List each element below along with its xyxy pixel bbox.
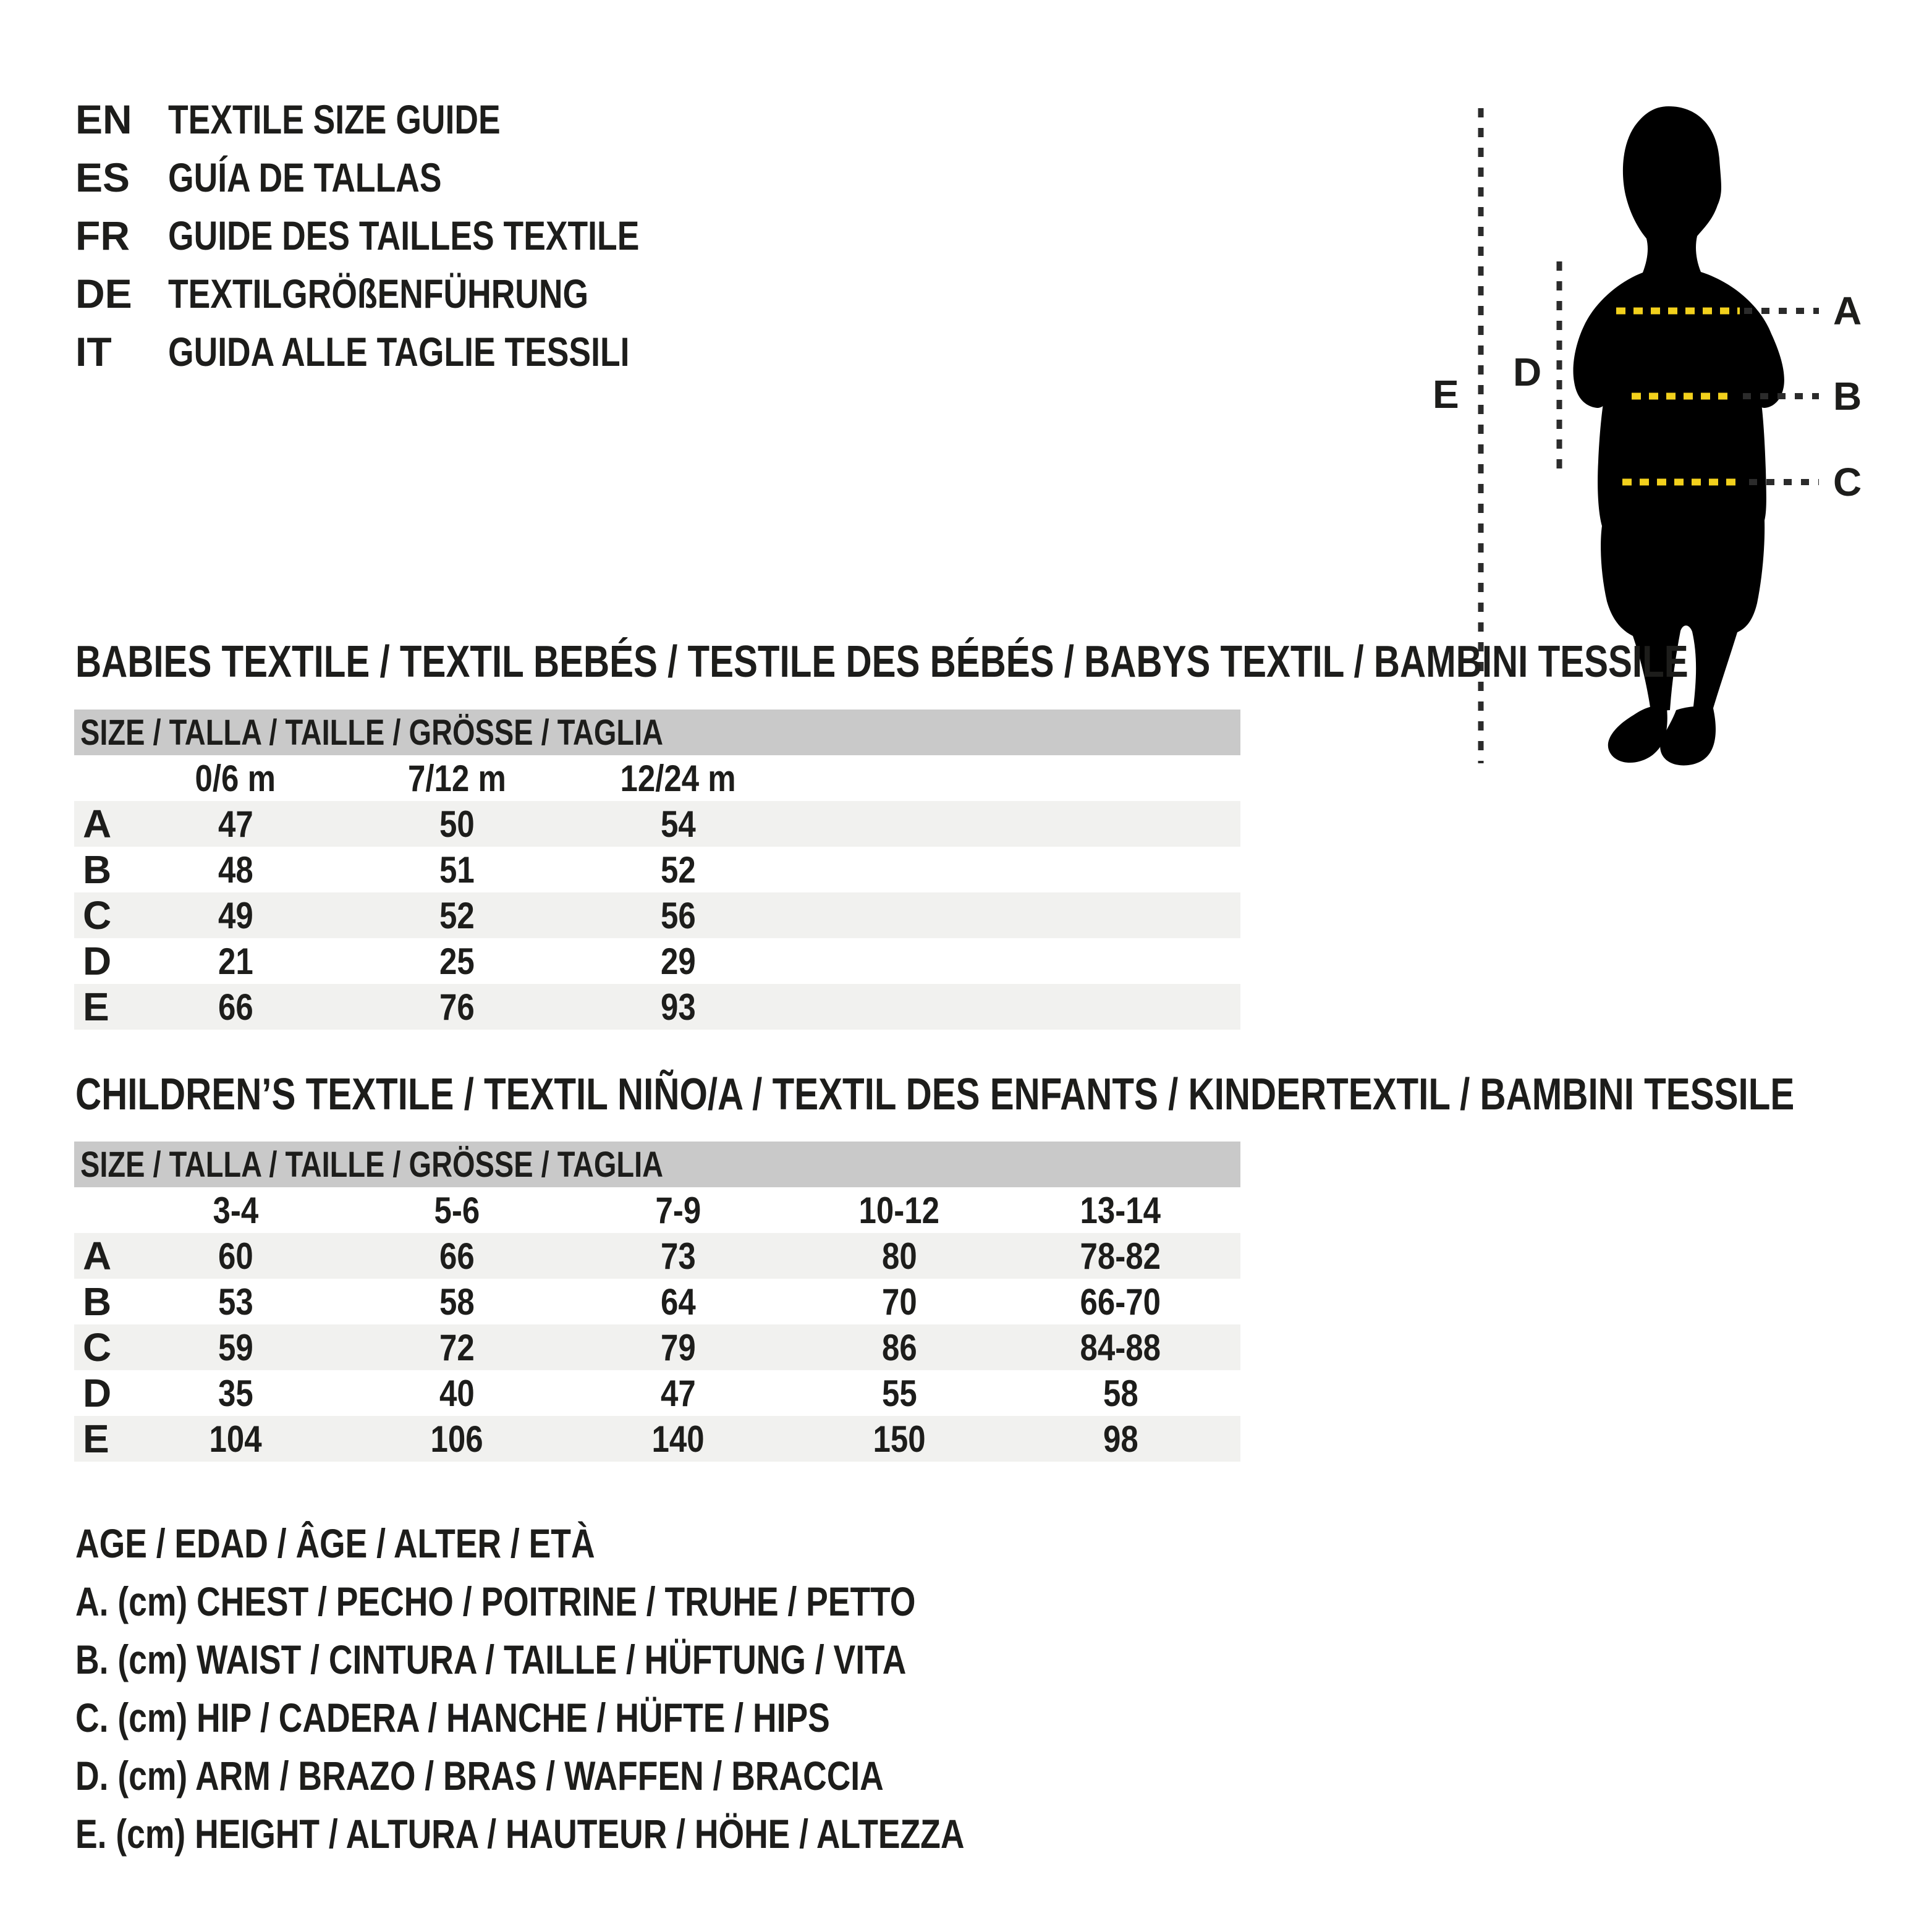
children-col-header-text: 10-12 <box>858 1189 940 1231</box>
babies-col-header-text: 7/12 m <box>407 757 506 799</box>
row-label-text: A <box>83 1234 112 1278</box>
cell-value: 48 <box>218 849 253 891</box>
legend-line-height <box>75 1810 1173 1868</box>
table-cell <box>1010 1418 1231 1460</box>
language-title: GUIDA ALLE TAGLIE TESSILI <box>168 329 630 375</box>
children-col-header <box>789 1189 1010 1232</box>
figure-label-c: C <box>1833 460 1862 504</box>
legend-line-waist <box>75 1636 1173 1694</box>
table-cell <box>567 803 789 845</box>
cell-value: 59 <box>218 1326 253 1368</box>
language-title: GUÍA DE TALLAS <box>168 155 442 200</box>
babies-col-header-text: 0/6 m <box>195 757 276 799</box>
row-label-text: E <box>83 1417 109 1461</box>
table-row <box>74 1233 1240 1279</box>
row-label-text: C <box>83 1325 112 1370</box>
cell-value: 47 <box>218 803 253 845</box>
children-col-header <box>125 1189 346 1232</box>
cell-value: 93 <box>660 986 696 1028</box>
babies-size-header-bar <box>74 710 1240 755</box>
table-cell <box>125 986 346 1028</box>
row-label-text: C <box>83 893 112 938</box>
cell-value: 55 <box>881 1372 917 1414</box>
cell-value: 52 <box>439 894 475 936</box>
cell-value: 140 <box>651 1418 705 1460</box>
language-code: DE <box>75 271 132 316</box>
children-size-table <box>74 1142 1240 1462</box>
cell-value: 51 <box>439 849 475 891</box>
table-cell <box>125 1372 346 1415</box>
table-cell <box>125 1326 346 1369</box>
child-silhouette <box>1573 106 1784 711</box>
row-label <box>74 1416 125 1462</box>
language-row-es <box>75 148 750 206</box>
cell-value: 58 <box>439 1281 475 1323</box>
legend-text: E. (cm) HEIGHT / ALTURA / HAUTEUR / HÖHE / ALTEZZA <box>75 1811 965 1857</box>
cell-value: 29 <box>660 940 696 982</box>
children-size-header-bar <box>74 1142 1240 1187</box>
children-section-title <box>75 1072 1932 1117</box>
table-cell <box>567 849 789 891</box>
right-shoe <box>1660 706 1716 766</box>
cell-value: 49 <box>218 894 253 936</box>
table-cell <box>125 1418 346 1460</box>
language-code: IT <box>75 329 112 375</box>
legend-line-age <box>75 1520 1173 1578</box>
table-cell <box>125 1235 346 1277</box>
left-shoe <box>1608 706 1667 763</box>
table-cell <box>125 1281 346 1323</box>
table-cell <box>567 1326 789 1369</box>
legend-text: C. (cm) HIP / CADERA / HANCHE / HÜFTE / HIPS <box>75 1695 830 1740</box>
table-cell <box>346 894 567 937</box>
cell-value: 72 <box>439 1326 475 1368</box>
table-row <box>74 892 1240 938</box>
language-code: EN <box>75 96 132 142</box>
cell-value: 150 <box>873 1418 926 1460</box>
row-label-text: D <box>83 1371 112 1415</box>
babies-section-title-text: BABIES TEXTILE / TEXTIL BEBÉS / TESTILE DES BÉBÉS / BABYS TEXTIL / BAMBINI TESSILE <box>75 637 1688 687</box>
cell-value: 40 <box>439 1372 475 1414</box>
table-row <box>74 984 1240 1030</box>
cell-value: 84-88 <box>1080 1326 1161 1368</box>
table-row <box>74 847 1240 892</box>
table-cell <box>567 940 789 983</box>
table-cell <box>789 1281 1010 1323</box>
table-cell <box>789 1418 1010 1460</box>
child-silhouette-diagram <box>1421 87 1891 803</box>
row-label <box>74 1279 125 1324</box>
table-cell <box>567 986 789 1028</box>
cell-value: 35 <box>218 1372 253 1414</box>
language-row-de <box>75 265 750 323</box>
table-cell <box>789 1372 1010 1415</box>
children-col-header-text: 13-14 <box>1080 1189 1161 1231</box>
cell-value: 76 <box>439 986 475 1028</box>
cell-value: 50 <box>439 803 475 845</box>
cell-value: 79 <box>660 1326 696 1368</box>
table-row <box>74 801 1240 847</box>
children-column-header-row <box>74 1187 1240 1233</box>
table-cell <box>346 986 567 1028</box>
language-title-list <box>75 90 750 381</box>
table-row <box>74 1279 1240 1324</box>
cell-value: 52 <box>660 849 696 891</box>
measurement-legend <box>75 1520 1173 1868</box>
cell-value: 70 <box>881 1281 917 1323</box>
cell-value: 66 <box>439 1235 475 1277</box>
cell-value: 54 <box>660 803 696 845</box>
language-row-it <box>75 323 750 381</box>
children-section-title-text: CHILDREN’S TEXTILE / TEXTIL NIÑO/A / TEXTIL DES ENFANTS / KINDERTEXTIL / BAMBINI TESSILE <box>75 1070 1795 1119</box>
table-cell <box>125 803 346 845</box>
table-row <box>74 1324 1240 1370</box>
legend-line-hip <box>75 1694 1173 1752</box>
table-cell <box>567 1418 789 1460</box>
babies-col-header <box>346 757 567 800</box>
cell-value: 78-82 <box>1080 1235 1161 1277</box>
legend-text: AGE / EDAD / ÂGE / ALTER / ETÀ <box>75 1520 595 1566</box>
table-cell <box>346 803 567 845</box>
cell-value: 86 <box>881 1326 917 1368</box>
table-row <box>74 938 1240 984</box>
cell-value: 56 <box>660 894 696 936</box>
language-code: ES <box>75 155 130 200</box>
children-col-header-text: 5-6 <box>434 1189 480 1231</box>
cell-value: 66-70 <box>1080 1281 1161 1323</box>
language-title: TEXTILE SIZE GUIDE <box>168 96 501 142</box>
figure-label-b: B <box>1833 374 1862 418</box>
table-cell <box>567 1235 789 1277</box>
table-row <box>74 1370 1240 1416</box>
table-cell <box>567 1372 789 1415</box>
cell-value: 47 <box>660 1372 696 1414</box>
cell-value: 106 <box>430 1418 483 1460</box>
table-cell <box>1010 1281 1231 1323</box>
babies-section-title <box>75 639 1932 685</box>
row-label <box>74 984 125 1030</box>
row-label <box>74 1370 125 1416</box>
row-label <box>74 847 125 892</box>
table-cell <box>346 1235 567 1277</box>
babies-col-header-text: 12/24 m <box>620 757 736 799</box>
language-title: GUIDE DES TAILLES TEXTILE <box>168 213 640 258</box>
legend-text: D. (cm) ARM / BRAZO / BRAS / WAFFEN / BRACCIA <box>75 1753 884 1799</box>
table-cell <box>1010 1235 1231 1277</box>
legend-line-chest <box>75 1578 1173 1636</box>
babies-size-table <box>74 710 1240 1030</box>
babies-col-header <box>567 757 789 800</box>
cell-value: 64 <box>660 1281 696 1323</box>
row-label-text: D <box>83 939 112 983</box>
children-size-header-text: SIZE / TALLA / TAILLE / GRÖSSE / TAGLIA <box>80 1144 664 1185</box>
table-cell <box>346 1326 567 1369</box>
table-cell <box>789 1326 1010 1369</box>
table-cell <box>125 940 346 983</box>
row-label <box>74 801 125 847</box>
table-row <box>74 1416 1240 1462</box>
children-col-header <box>1010 1189 1231 1232</box>
cell-value: 73 <box>660 1235 696 1277</box>
row-label <box>74 1324 125 1370</box>
table-cell <box>125 849 346 891</box>
table-cell <box>346 940 567 983</box>
row-label-text: B <box>83 1279 112 1324</box>
cell-value: 66 <box>218 986 253 1028</box>
row-label <box>74 892 125 938</box>
table-cell <box>567 1281 789 1323</box>
row-label-text: E <box>83 985 109 1029</box>
table-cell <box>346 1418 567 1460</box>
table-cell <box>789 1235 1010 1277</box>
cell-value: 60 <box>218 1235 253 1277</box>
figure-label-e: E <box>1433 372 1459 417</box>
cell-value: 104 <box>209 1418 262 1460</box>
table-cell <box>567 894 789 937</box>
table-cell <box>1010 1326 1231 1369</box>
babies-col-header <box>125 757 346 800</box>
row-label-text: B <box>83 847 112 892</box>
cell-value: 53 <box>218 1281 253 1323</box>
children-col-header-text: 3-4 <box>213 1189 258 1231</box>
language-title: TEXTILGRÖßENFÜHRUNG <box>168 271 589 316</box>
table-cell <box>125 894 346 937</box>
row-label <box>74 1233 125 1279</box>
cell-value: 21 <box>218 940 253 982</box>
cell-value: 80 <box>881 1235 917 1277</box>
children-col-header-text: 7-9 <box>655 1189 701 1231</box>
figure-label-d: D <box>1513 350 1542 394</box>
language-row-en <box>75 90 750 148</box>
cell-value: 98 <box>1103 1418 1138 1460</box>
children-col-header <box>567 1189 789 1232</box>
babies-size-header-text: SIZE / TALLA / TAILLE / GRÖSSE / TAGLIA <box>80 712 664 753</box>
figure-label-a: A <box>1833 289 1862 333</box>
row-label-text: A <box>83 802 112 846</box>
language-row-fr <box>75 206 750 265</box>
table-cell <box>1010 1372 1231 1415</box>
table-cell <box>346 1372 567 1415</box>
legend-text: A. (cm) CHEST / PECHO / POITRINE / TRUHE / PETTO <box>75 1578 916 1624</box>
cell-value: 58 <box>1103 1372 1138 1414</box>
table-cell <box>346 1281 567 1323</box>
babies-column-header-row <box>74 755 1240 801</box>
language-code: FR <box>75 213 130 258</box>
legend-text: B. (cm) WAIST / CINTURA / TAILLE / HÜFTUNG / VITA <box>75 1637 907 1682</box>
children-col-header <box>346 1189 567 1232</box>
cell-value: 25 <box>439 940 475 982</box>
table-cell <box>346 849 567 891</box>
legend-line-arm <box>75 1752 1173 1810</box>
row-label <box>74 938 125 984</box>
